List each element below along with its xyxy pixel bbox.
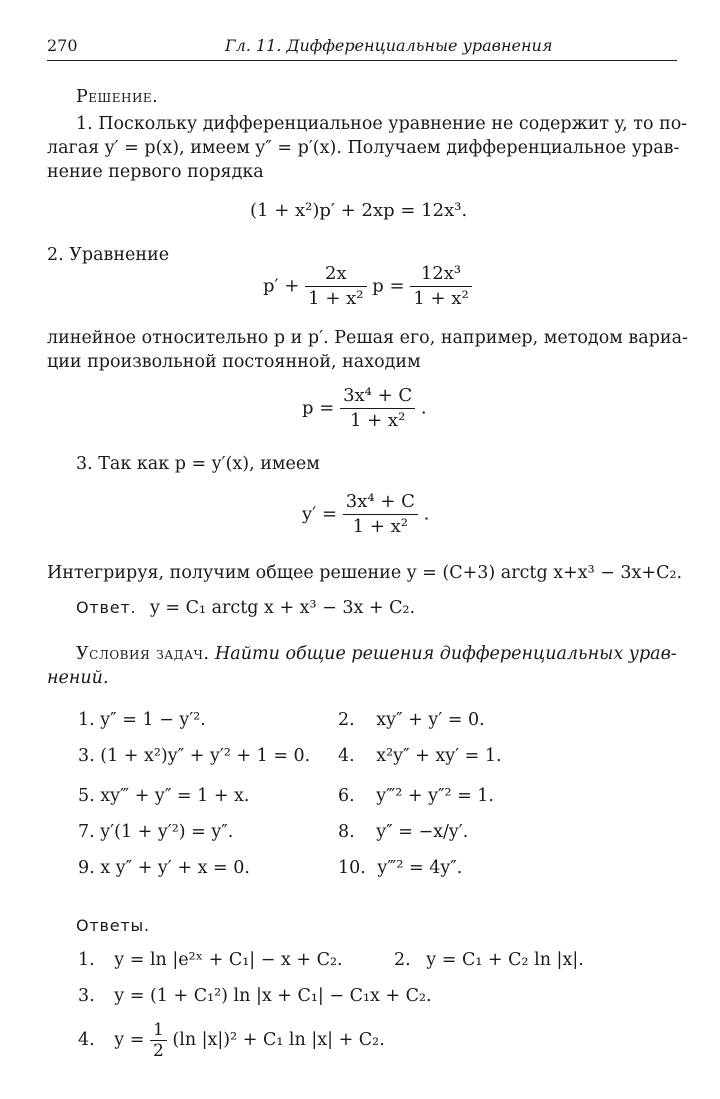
eq2-left: p′ + [263,275,300,297]
eq3-fraction [340,384,415,433]
tasks-heading: Условия задач. [76,644,210,664]
answer-1 [78,950,343,970]
problem-3 [78,746,310,766]
answer-number: 3. [78,986,95,1006]
answer-value: y = C₁ arctg x + x³ − 3x + C₂. [149,598,416,618]
answers-heading: Ответы. [76,916,150,935]
answer-number: 4. [78,1030,95,1050]
problem-number: 10. [338,858,366,878]
running-title: Гл. 11. Дифференциальные уравнения [225,36,553,55]
equation-3: p = $\frac{\text{3x⁴ + C}}{\text{1 + x²}}$ . [302,385,427,431]
tasks-intro [76,642,677,666]
answer-line [76,596,415,620]
step3-label: 3. Так как p = y′(x), имеем [76,454,320,474]
answer-4 [78,1020,385,1061]
step1-line2: лагая y′ = p(x), имеем y″ = p′(x). Получаем дифференциальное урав- [47,138,680,158]
answer-4-denominator: 2 [152,1041,164,1061]
answer-expression: y = C₁ + C₂ ln |x|. [426,950,584,970]
problem-8 [338,822,468,842]
tasks-instruction-1: Найти общие решения дифференциальных урав- [215,644,677,664]
problem-equation: x y″ + y′ + x = 0. [100,858,250,878]
equation-4: y′ = $\frac{\text{3x⁴ + C}}{\text{1 + x²}}$ . [302,491,430,537]
eq2-fraction-2 [410,262,471,311]
problem-equation: y‴² = 4y″. [377,858,463,878]
problem-number: 3. [78,746,95,766]
problem-10 [338,858,462,878]
eq2-fraction-1 [305,262,366,311]
eq2-mid: p = [372,275,405,297]
eq2-frac2-denominator: 1 + x² [413,288,469,309]
solution-heading: Решение. [76,87,159,107]
answer-expression: y = ln |e²ˣ + C₁| − x + C₂. [114,950,343,970]
problem-number: 5. [78,786,95,806]
problem-equation: y‴² + y″² = 1. [376,786,494,806]
header-rule [47,60,677,61]
problem-equation: y″ = −x/y′. [376,822,469,842]
problem-equation: y′(1 + y′²) = y″. [100,822,234,842]
answer-4-fraction [150,1020,167,1061]
answer-number: 2. [394,950,411,970]
eq2-frac1-numerator: 2x [305,262,366,287]
answer-2 [394,950,584,970]
problem-number: 2. [338,710,355,730]
general-solution-line: Интегрируя, получим общее решение y = (C+3) arctg x+x³ − 3x+C₂. [47,563,683,583]
step2-line1: линейное относительно p и p′. Решая его, например, методом вариа- [47,328,688,348]
page-header [47,36,677,62]
equation-2 [263,262,472,311]
problem-equation: y″ = 1 − y′². [100,710,206,730]
answer-label: Ответ. [76,598,137,617]
eq4-left: y′ = [302,503,338,525]
step2-line2: ции произвольной постоянной, находим [47,352,421,372]
problem-number: 9. [78,858,95,878]
eq4-numerator: 3x⁴ + C [343,490,418,515]
eq4-fraction [343,490,418,539]
answer-3 [78,986,432,1006]
step2-label: 2. Уравнение [47,245,170,265]
eq3-denominator: 1 + x² [349,410,406,431]
eq3-numerator: 3x⁴ + C [340,384,415,409]
equation-1: (1 + x²)p′ + 2xp = 12x³. [250,200,468,221]
problem-2 [338,710,485,730]
problem-number: 1. [78,710,95,730]
problem-4 [338,746,502,766]
problem-7 [78,822,233,842]
problem-equation: (1 + x²)y″ + y′² + 1 = 0. [100,746,311,766]
tasks-instruction-2: нений. [47,668,109,688]
problem-equation: xy‴ + y″ = 1 + x. [100,786,250,806]
problem-number: 6. [338,786,355,806]
eq4-denominator: 1 + x² [352,516,409,537]
problem-1 [78,710,206,730]
page-number: 270 [47,36,78,55]
eq3-left: p = [302,397,335,419]
problem-number: 7. [78,822,95,842]
problem-equation: xy″ + y′ = 0. [376,710,485,730]
problem-number: 8. [338,822,355,842]
answer-4-left: y = [114,1030,145,1050]
problem-5 [78,786,250,806]
problem-6 [338,786,494,806]
answer-4-numerator: 1 [150,1020,167,1041]
answer-number: 1. [78,950,95,970]
eq2-frac1-denominator: 1 + x² [308,288,364,309]
problem-9 [78,858,250,878]
answer-expression: y = (1 + C₁²) ln |x + C₁| − C₁x + C₂. [114,986,432,1006]
eq2-frac2-numerator: 12x³ [410,262,471,287]
step1-line1: 1. Поскольку дифференциальное уравнение не содержит y, то по- [76,114,688,134]
step1-line3: нение первого порядка [47,162,264,182]
problem-equation: x²y″ + xy′ = 1. [376,746,502,766]
problem-number: 4. [338,746,355,766]
answer-4-right: (ln |x|)² + C₁ ln |x| + C₂. [172,1030,385,1050]
